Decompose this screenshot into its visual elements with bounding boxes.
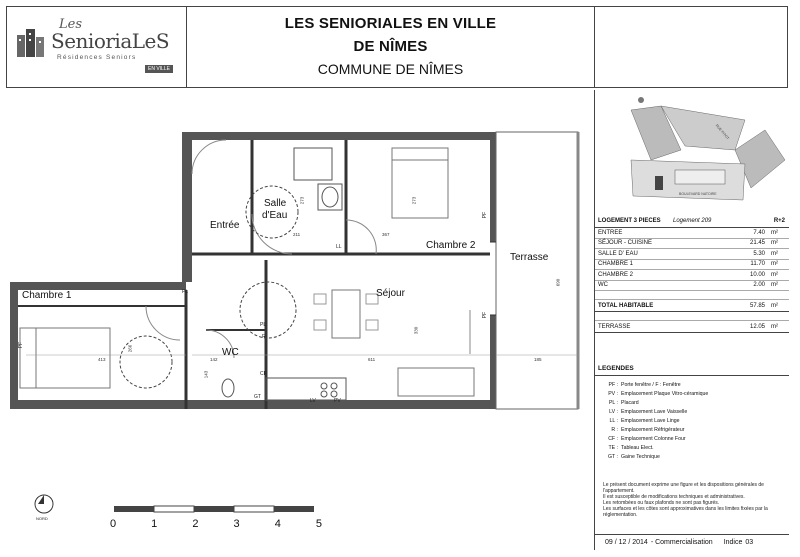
code-pf-sejour: PF xyxy=(482,311,489,319)
legend-title: LEGENDES xyxy=(595,362,789,376)
dim-143: 143 xyxy=(203,370,209,379)
legend-item: CF : Emplacement Colonne Four xyxy=(608,435,686,442)
code-pf-chambre1: PF xyxy=(18,341,25,349)
scale-tick: 3 xyxy=(233,518,240,530)
area-row: SÉJOUR - CUISINE 21.45 m² xyxy=(595,239,789,250)
disclaimer-line: réglementation. xyxy=(603,512,638,518)
area-row-spacer xyxy=(595,291,789,300)
dim-142: 142 xyxy=(210,357,218,362)
disclaimer xyxy=(603,482,785,518)
scale-ticks xyxy=(110,518,322,530)
scale-tick: 4 xyxy=(274,518,281,530)
room-wc: WC xyxy=(222,347,239,358)
logo-small: Les xyxy=(59,17,82,32)
area-table-unit-id: Logement 209 xyxy=(673,217,712,224)
logo-tag: EN VILLE xyxy=(145,65,173,73)
disclaimer-line: Les retombées ou faux plafonds ne sont pas figurés. xyxy=(603,500,720,506)
code-ll: LL xyxy=(336,244,342,250)
room-sejour: Séjour xyxy=(376,288,405,299)
key-plan-side: RUE PITOT xyxy=(714,123,730,141)
disclaimer-line: Le présent document exprime une figure et les dispositions générales de xyxy=(603,482,764,488)
info-panel xyxy=(594,90,788,550)
legend-item: PF : Porte fenêtre / F : Fenêtre xyxy=(608,381,681,388)
area-row: CHAMBRE 1 11.70 m² xyxy=(595,260,789,271)
title-line-3: COMMUNE DE NÎMES xyxy=(317,61,464,77)
code-pl2: PL xyxy=(260,322,267,328)
header xyxy=(6,6,788,88)
room-chambre-2: Chambre 2 xyxy=(426,240,476,251)
area-table-header xyxy=(595,214,789,228)
scale-tick: 5 xyxy=(315,518,322,530)
north-arrow-icon xyxy=(34,494,54,526)
area-table xyxy=(595,214,789,333)
area-row: WC 2.00 m² xyxy=(595,281,789,292)
code-pv: PV xyxy=(334,398,341,404)
title-block xyxy=(187,7,595,87)
legend-item: PL : Placard xyxy=(608,399,639,406)
code-r: R xyxy=(262,334,266,340)
floor-plan-drawing xyxy=(6,90,588,550)
dim-367: 367 xyxy=(382,232,390,237)
legend-item: GT : Gaine Technique xyxy=(608,453,660,460)
area-total-row: TOTAL HABITABLE 57.85 m² xyxy=(595,300,789,312)
key-plan-street: BOULEVARD NATOIRE xyxy=(679,192,717,196)
logo xyxy=(7,7,187,87)
area-row: SALLE D' EAU 5.30 m² xyxy=(595,249,789,260)
room-salle-deau-line1: Salle xyxy=(264,198,287,209)
disclaimer-line: l'appartement. xyxy=(603,488,635,494)
legend-item: PV : Emplacement Plaque Vitro-céramique xyxy=(608,390,709,397)
dim-266: 266 xyxy=(127,344,133,353)
room-salle-deau-line2: d'Eau xyxy=(262,210,288,221)
legend-item: R : Emplacement Réfrigérateur xyxy=(611,426,685,433)
code-lv: LV xyxy=(310,398,316,404)
logo-main: SenioriaLeS xyxy=(51,29,170,53)
area-row: CHAMBRE 2 10.00 m² xyxy=(595,270,789,281)
scale-bar xyxy=(112,504,322,518)
area-table-floor: R+2 xyxy=(773,217,785,224)
code-gt: GT xyxy=(254,394,261,400)
title-line-2: DE NÎMES xyxy=(353,38,428,55)
area-table-type: LOGEMENT 3 PIECES xyxy=(598,217,661,224)
legend xyxy=(595,362,789,461)
dim-273a: 273 xyxy=(299,196,305,205)
footer xyxy=(595,534,789,550)
title-line-1: LES SENIORIALES EN VILLE xyxy=(284,15,497,32)
footer-index-value: 03 xyxy=(745,539,754,546)
north-label: NORD xyxy=(36,516,48,521)
dim-413: 413 xyxy=(98,357,106,362)
legend-item: TE : Tableau Elect. xyxy=(608,444,654,451)
logo-sub: Résidences Seniors xyxy=(57,54,137,61)
dim-690: 690 xyxy=(555,278,561,287)
key-plan xyxy=(595,90,789,212)
scale-tick: 1 xyxy=(151,518,158,530)
footer-index-label: Indice xyxy=(723,539,743,546)
dim-211: 211 xyxy=(293,232,301,237)
floor-plan xyxy=(6,90,588,550)
dim-611: 611 xyxy=(368,357,376,362)
room-entree: Entrée xyxy=(210,220,240,231)
code-pf-chambre2: PF xyxy=(482,211,489,219)
code-pl: PL xyxy=(182,289,189,295)
dim-330: 330 xyxy=(413,326,419,335)
dim-185: 185 xyxy=(534,357,542,362)
footer-date: 09 / 12 / 2014 xyxy=(605,539,648,546)
area-terrasse-row: TERRASSE 12.05 m² xyxy=(595,321,789,333)
disclaimer-line: Les surfaces et les côtes sont approximatives dans les limites fixées par la xyxy=(603,506,768,512)
legend-item: LL : Emplacement Lave Linge xyxy=(609,417,680,424)
disclaimer-line: Il est susceptible de modifications techniques et administratives. xyxy=(603,494,745,500)
legend-item: LV : Emplacement Lave Vaisselle xyxy=(609,408,688,415)
code-cf: CF xyxy=(260,371,267,377)
area-row-spacer xyxy=(595,312,789,321)
area-row: ENTREE 7.40 m² xyxy=(595,228,789,239)
room-terrasse: Terrasse xyxy=(510,252,549,263)
logo-buildings-icon xyxy=(15,23,55,57)
dim-273b: 273 xyxy=(411,196,417,205)
room-chambre-1: Chambre 1 xyxy=(22,290,72,301)
footer-status: - Commercialisation xyxy=(650,539,713,546)
legend-list xyxy=(595,376,789,461)
scale-tick: 0 xyxy=(110,518,117,530)
scale-tick: 2 xyxy=(192,518,199,530)
